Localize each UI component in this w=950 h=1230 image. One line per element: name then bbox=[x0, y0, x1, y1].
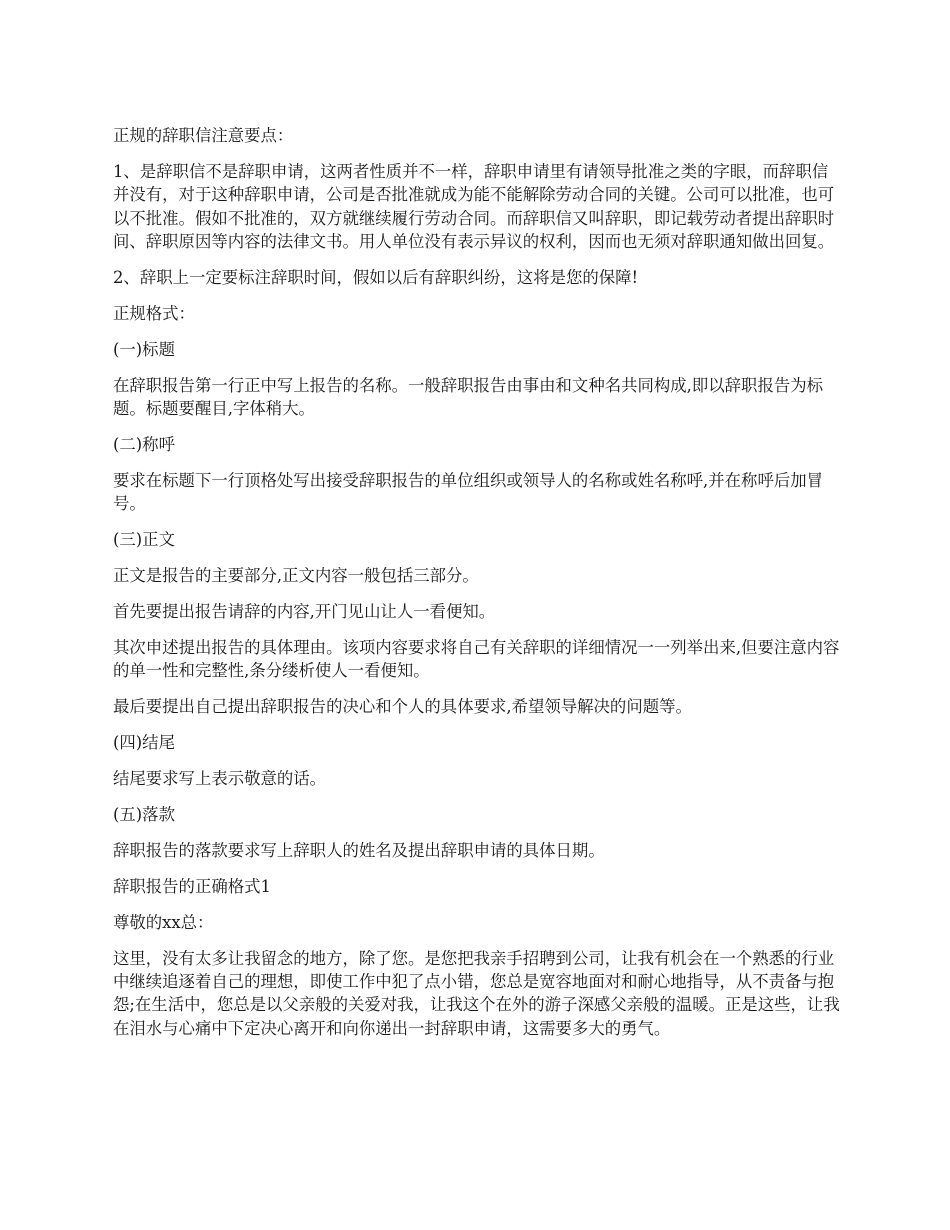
section-title-text: 在辞职报告第一行正中写上报告的名称。一般辞职报告由事由和文种名共同构成,即以辞职报告为标题。标题要醒目,字体稍大。 bbox=[113, 375, 824, 419]
note-point-1: 1、是辞职信不是辞职申请，这两者性质并不一样，辞职申请里有请领导批准之类的字眼，而辞职信并没有，对于这种辞职申请，公司是否批准就成为能不能解除劳动合同的关键。公司可以批准，也可以不批准。假如不批准的，双方就继续履行劳动合同。而辞职信又叫辞职，即记载劳动者提出辞职时间、辞职原因等内容的法律文书。用人单位没有表示异议的权利，因而也无须对辞职通知做出回复。 bbox=[113, 161, 835, 252]
heading-format: 正规格式： bbox=[113, 303, 195, 323]
section-signature-text: 辞职报告的落款要求写上辞职人的姓名及提出辞职申请的具体日期。 bbox=[113, 840, 605, 860]
section-salutation-heading: (二)称呼 bbox=[113, 435, 175, 455]
example-salutation: 尊敬的xx总： bbox=[113, 912, 214, 932]
section-body-heading: (三)正文 bbox=[113, 530, 175, 550]
section-closing-text: 结尾要求写上表示敬意的话。 bbox=[113, 769, 327, 789]
note-point-2: 2、辞职上一定要标注辞职时间，假如以后有辞职纠纷，这将是您的保障! bbox=[113, 268, 639, 288]
section-signature-heading: (五)落款 bbox=[113, 805, 175, 825]
section-closing-heading: (四)结尾 bbox=[113, 733, 175, 753]
section-body-text-1: 正文是报告的主要部分,正文内容一般包括三部分。 bbox=[113, 566, 479, 586]
section-title-heading: (一)标题 bbox=[113, 339, 175, 359]
section-body-text-4: 最后要提出自己提出辞职报告的决心和个人的具体要求,希望领导解决的问题等。 bbox=[113, 697, 692, 717]
section-salutation-text: 要求在标题下一行顶格处写出接受辞职报告的单位组织或领导人的名称或姓名称呼,并在称呼后加冒号。 bbox=[113, 470, 824, 514]
section-body-text-3: 其次申述提出报告的具体理由。该项内容要求将自己有关辞职的详细情况一一列举出来,但要注意内容的单一性和完整性,条分缕析使人一看便知。 bbox=[113, 638, 840, 681]
example-body: 这里，没有太多让我留念的地方，除了您。是您把我亲手招聘到公司，让我有机会在一个熟悉的行业中继续追逐着自己的理想，即使工作中犯了点小错，您总是宽容地面对和耐心地指导，从不责备与抱怨;在生活中，您总是以父亲般的关爱对我，让我这个在外的游子深感父亲般的温暖。正是这些，让我在泪水与心痛中下定决心离开和向你递出一封辞职申请，这需要多大的勇气。 bbox=[113, 948, 840, 1038]
document-body bbox=[113, 124, 840, 1053]
section-body-text-2: 首先要提出报告请辞的内容,开门见山让人一看便知。 bbox=[113, 602, 496, 622]
heading-notes: 正规的辞职信注意要点： bbox=[113, 126, 294, 145]
example-title: 辞职报告的正确格式1 bbox=[113, 876, 271, 896]
